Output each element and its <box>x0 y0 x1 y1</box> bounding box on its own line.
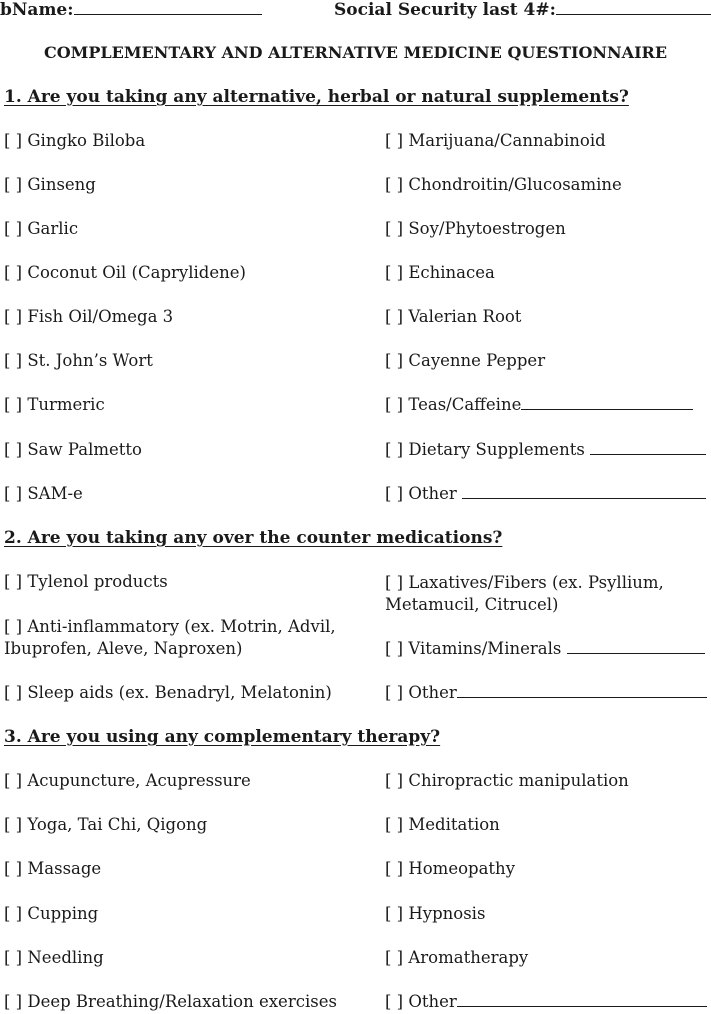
fill-in-line[interactable] <box>590 453 706 455</box>
name-field[interactable] <box>0 0 262 20</box>
checkbox-item[interactable]: [ ] Hypnosis <box>385 904 486 923</box>
ssn-field[interactable] <box>334 0 711 20</box>
name-blank-line[interactable] <box>74 13 262 15</box>
checkbox-item[interactable]: [ ] Chondroitin/Glucosamine <box>385 175 622 194</box>
checkbox-item[interactable]: [ ] Garlic <box>4 219 79 238</box>
checkbox-item[interactable]: [ ] Valerian Root <box>385 307 522 326</box>
checkbox-item[interactable]: [ ] St. John’s Wort <box>4 351 153 370</box>
checkbox-item[interactable]: [ ] Meditation <box>385 815 500 834</box>
checkbox-item[interactable]: [ ] Anti-inflammatory (ex. Motrin, Advil, Ibuprofen, Aleve, Naproxen) <box>4 617 336 658</box>
other-item[interactable] <box>385 992 707 1011</box>
checkbox-item[interactable]: [ ] SAM-e <box>4 484 83 503</box>
checkbox-item[interactable]: [ ] Turmeric <box>4 395 105 414</box>
checkbox-item[interactable]: [ ] Echinacea <box>385 263 495 282</box>
checkbox-label: [ ] Other <box>385 992 457 1011</box>
checkbox-label: [ ] Teas/Caffeine <box>385 395 522 414</box>
checkbox-label: [ ] Other <box>385 683 457 702</box>
checkbox-item[interactable]: [ ] Massage <box>4 859 102 878</box>
fill-in-line[interactable] <box>521 408 693 410</box>
checkbox-item[interactable]: [ ] Gingko Biloba <box>4 131 146 150</box>
checkbox-item[interactable]: [ ] Tylenol products <box>4 572 168 591</box>
checkbox-label: [ ] Dietary Supplements <box>385 440 591 459</box>
section1-heading: 1. Are you taking any alternative, herbal or natural supplements? <box>4 87 629 107</box>
checkbox-item[interactable]: [ ] Yoga, Tai Chi, Qigong <box>4 815 208 834</box>
checkbox-item[interactable]: [ ] Homeopathy <box>385 859 516 878</box>
checkbox-item[interactable]: [ ] Marijuana/Cannabinoid <box>385 131 606 150</box>
checkbox-item[interactable]: [ ] Cupping <box>4 904 99 923</box>
checkbox-item[interactable]: [ ] Ginseng <box>4 175 96 194</box>
fill-in-line[interactable] <box>457 696 707 698</box>
checkbox-item[interactable]: [ ] Fish Oil/Omega 3 <box>4 307 174 326</box>
checkbox-label: [ ] Other <box>385 484 463 503</box>
dietary-supplements-item[interactable] <box>385 440 706 459</box>
section3-heading: 3. Are you using any complementary therapy? <box>4 727 441 747</box>
checkbox-item[interactable]: [ ] Acupuncture, Acupressure <box>4 771 251 790</box>
checkbox-item[interactable]: [ ] Aromatherapy <box>385 948 529 967</box>
teas-caffeine-item[interactable] <box>385 395 693 414</box>
other-item[interactable] <box>385 484 706 503</box>
checkbox-item[interactable]: [ ] Needling <box>4 948 104 967</box>
other-item[interactable] <box>385 683 707 702</box>
checkbox-item[interactable]: [ ] Laxatives/Fibers (ex. Psyllium, Metamucil, Citrucel) <box>385 573 664 614</box>
page-title: COMPLEMENTARY AND ALTERNATIVE MEDICINE QUESTIONNAIRE <box>43 43 668 62</box>
checkbox-item[interactable]: [ ] Saw Palmetto <box>4 440 142 459</box>
name-label: bName: <box>0 0 74 20</box>
checkbox-item[interactable]: [ ] Sleep aids (ex. Benadryl, Melatonin) <box>4 683 332 702</box>
checkbox-item[interactable]: [ ] Coconut Oil (Caprylidene) <box>4 263 246 282</box>
checkbox-item[interactable]: [ ] Cayenne Pepper <box>385 351 546 370</box>
checkbox-item[interactable]: [ ] Soy/Phytoestrogen <box>385 219 566 238</box>
ssn-blank-line[interactable] <box>556 13 711 15</box>
section2-heading: 2. Are you taking any over the counter medications? <box>4 528 503 548</box>
checkbox-label: [ ] Vitamins/Minerals <box>385 639 567 658</box>
checkbox-item[interactable]: [ ] Chiropractic manipulation <box>385 771 629 790</box>
fill-in-line[interactable] <box>462 497 706 499</box>
vitamins-minerals-item[interactable] <box>385 639 705 658</box>
fill-in-line[interactable] <box>457 1005 707 1007</box>
checkbox-item[interactable]: [ ] Deep Breathing/Relaxation exercises <box>4 992 337 1011</box>
fill-in-line[interactable] <box>567 652 705 654</box>
ssn-label: Social Security last 4#: <box>334 0 556 20</box>
